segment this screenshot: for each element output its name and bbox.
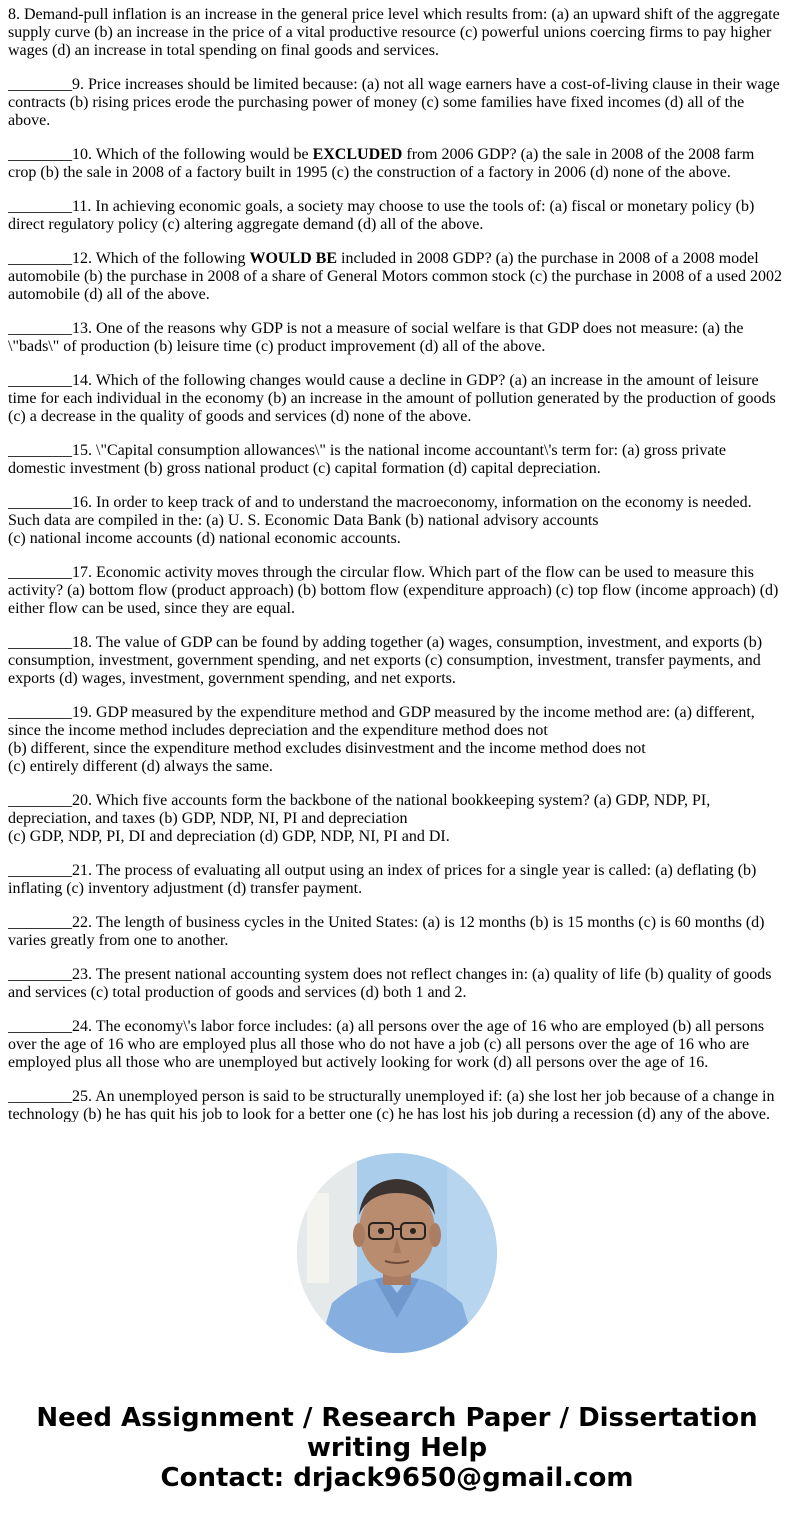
- question-text: ________12. Which of the following: [8, 250, 250, 267]
- question-text: ________16. In order to keep track of and to understand the macroeconomy, information on the economy is needed. Such data are compiled in the: (a) U. S. Economic Data Bank (b) national advisory accounts (c) national income accounts (d) national economic accounts.: [8, 494, 752, 547]
- question-paragraph: [8, 564, 786, 618]
- question-text: ________19. GDP measured by the expenditure method and GDP measured by the income method are: (a) different, since the income method includes depreciation and the expenditure method does not (b) different, since the expenditure method excludes disinvestment and the income method does not (c) entirely different (d) always the same.: [8, 704, 755, 775]
- question-text: ________22. The length of business cycles in the United States: (a) is 12 months (b) is 15 months (c) is 60 months (d) varies greatly from one to another.: [8, 914, 765, 949]
- question-text: ________17. Economic activity moves through the circular flow. Which part of the flow can be used to measure this activity? (a) bottom flow (product approach) (b) bottom flow (expenditure approach) (c) top flow (income approach) (d) either flow can be used, since they are equal.: [8, 564, 779, 617]
- question-paragraph: [8, 6, 786, 60]
- promo-banner: [0, 1403, 794, 1493]
- person-portrait-image: [297, 1153, 497, 1353]
- question-paragraph: [8, 792, 786, 846]
- author-photo: [297, 1153, 497, 1353]
- question-paragraph: [8, 198, 786, 234]
- emphasis-text: EXCLUDED: [312, 146, 403, 163]
- question-text: ________11. In achieving economic goals, a society may choose to use the tools of: (a) fiscal or monetary policy (b) direct regulatory policy (c) altering aggregate demand (d) all of the above.: [8, 198, 755, 233]
- question-text: 8. Demand-pull inflation is an increase in the general price level which results from: (a) an upward shift of the aggregate supply curve (b) an increase in the price of a vital productive resource (c) powerful unions coercing firms to pay higher wages (d) an increase in total spending on final goods and services.: [8, 6, 780, 59]
- promo-line-1: Need Assignment / Research Paper / Dissertation: [36, 1403, 758, 1433]
- question-text: ________14. Which of the following changes would cause a decline in GDP? (a) an increase in the amount of leisure time for each individual in the economy (b) an increase in the amount of pollution generated by the production of goods (c) a decrease in the quality of goods and services (d) none of the above.: [8, 372, 776, 425]
- question-paragraph: [8, 914, 786, 950]
- question-text: ________21. The process of evaluating all output using an index of prices for a single year is called: (a) deflating (b) inflating (c) inventory adjustment (d) transfer payment.: [8, 862, 757, 897]
- promo-contact: Contact: drjack9650@gmail.com: [160, 1463, 634, 1493]
- question-paragraph: [8, 250, 786, 304]
- question-text: included in 2008 GDP? (a) the purchase in 2008 of a 2008 model automobile (b) the purchase in 2008 of a share of General Motors common stock (c) the purchase in 2008 of a used 2002 automobile (d) all of the above.: [8, 250, 782, 303]
- question-text: ________20. Which five accounts form the backbone of the national bookkeeping system? (a) GDP, NDP, PI, depreciation, and taxes (b) GDP, NDP, NI, PI and depreciation (c) GDP, NDP, PI, DI and depreciation (d) GDP, NDP, NI, PI and DI.: [8, 792, 711, 845]
- question-paragraph: [8, 704, 786, 776]
- document-body: [8, 6, 786, 1122]
- promo-line-2: writing Help: [306, 1433, 488, 1463]
- question-paragraph: [8, 862, 786, 898]
- emphasis-text: WOULD BE: [249, 250, 338, 267]
- question-text: ________24. The economy\'s labor force includes: (a) all persons over the age of 16 who are employed (b) all persons over the age of 16 who are employed plus all those who do not have a job (c) all persons over the age of 16 who are employed plus all those who are unemployed but actively looking for work (d) all persons over the age of 16.: [8, 1018, 765, 1071]
- question-text: ________13. One of the reasons why GDP is not a measure of social welfare is that GDP does not measure: (a) the \"bads\" of production (b) leisure time (c) product improvement (d) all of the above.: [8, 320, 744, 355]
- question-paragraph: [8, 320, 786, 356]
- question-text: ________9. Price increases should be limited because: (a) not all wage earners have a cost-of-living clause in their wage contracts (b) rising prices erode the purchasing power of money (c) some families have fixed incomes (d) all of the above.: [8, 76, 780, 129]
- question-paragraph: [8, 494, 786, 548]
- question-paragraph: [8, 1018, 786, 1072]
- question-text: ________18. The value of GDP can be found by adding together (a) wages, consumption, investment, and exports (b) consumption, investment, government spending, and net exports (c) consumption, investment, transfer payments, and exports (d) wages, investment, government spending, and net exports.: [8, 634, 763, 687]
- question-text: ________10. Which of the following would be: [8, 146, 313, 163]
- question-paragraph: [8, 1088, 786, 1122]
- question-text: ________25. An unemployed person is said to be structurally unemployed if: (a) she lost her job because of a change in technology (b) he has quit his job to look for a better one (c) he has lost his job during a recession (d) any of the above.: [8, 1088, 775, 1122]
- question-paragraph: [8, 146, 786, 182]
- question-text: ________15. \"Capital consumption allowances\" is the national income accountant\'s term for: (a) gross private domestic investment (b) gross national product (c) capital formation (d) capital depreciation.: [8, 442, 726, 477]
- question-text: ________23. The present national accounting system does not reflect changes in: (a) quality of life (b) quality of goods and services (c) total production of goods and services (d) both 1 and 2.: [8, 966, 772, 1001]
- question-paragraph: [8, 442, 786, 478]
- question-paragraph: [8, 76, 786, 130]
- question-paragraph: [8, 372, 786, 426]
- question-paragraph: [8, 966, 786, 1002]
- question-text: from 2006 GDP? (a) the sale in 2008 of the 2008 farm crop (b) the sale in 2008 of a factory built in 1995 (c) the construction of a factory in 2006 (d) none of the above.: [8, 146, 755, 181]
- question-paragraph: [8, 634, 786, 688]
